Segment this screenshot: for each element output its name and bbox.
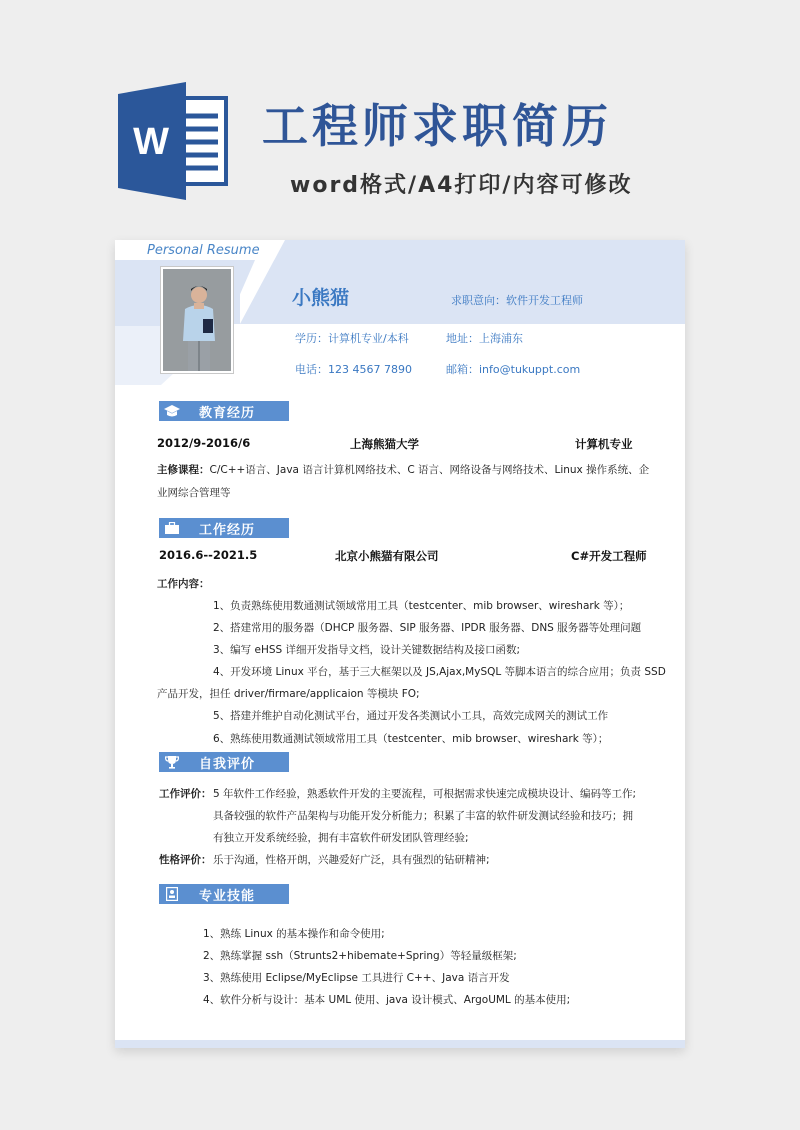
work-content-label: 工作内容： [157, 578, 210, 590]
work-item-6: 6、熟练使用数通测试领域常用工具（testcenter、mib browser、wireshark 等）； [213, 733, 609, 745]
job-intent: 求职意向：软件开发工程师 [451, 294, 583, 307]
skill-item-3: 3、熟练使用 Eclipse/MyEclipse 工具进行 C++、Java 语言开发 [203, 972, 510, 984]
skill-item-2: 2、熟练掌握 ssh（Strunts2+hibemate+Spring）等轻量级框架; [203, 950, 517, 962]
candidate-name: 小熊猫 [292, 287, 350, 309]
personal-resume-label: Personal Resume [147, 243, 260, 258]
banner-title: 工程师求职简历 [262, 99, 612, 153]
briefcase-icon [159, 518, 185, 538]
section-title-education: 教育经历 [199, 405, 256, 421]
work-item-2: 2、搭建常用的服务器（DHCP 服务器、SIP 服务器、IPDR 服务器、DNS 服务器等处理问题 [213, 622, 642, 634]
section-header-self-eval [159, 752, 289, 772]
education-major: 计算机专业 [575, 437, 633, 451]
word-logo-letter: W [133, 121, 169, 163]
work-eval-line-3: 有独立开发系统经验，拥有丰富软件研发团队管理经验; [213, 832, 469, 844]
banner-subtitle: word格式/A4打印/内容可修改 [290, 173, 633, 198]
trophy-icon [159, 752, 185, 772]
education-degree: 学历：计算机专业/本科 [295, 332, 409, 345]
section-title-work: 工作经历 [199, 522, 256, 538]
work-period: 2016.6--2021.5 [159, 548, 258, 562]
personality-text: 乐于沟通，性格开朗，兴趣爱好广泛，具有强烈的钻研精神; [213, 854, 490, 866]
section-header-work [159, 518, 289, 538]
profile-photo [161, 267, 233, 373]
work-item-4-cont: 产品开发，担任 driver/firmare/applicaion 等模块 FO; [157, 688, 420, 700]
graduation-cap-icon [159, 401, 185, 421]
work-item-1: 1、负责熟练使用数通测试领域常用工具（testcenter、mib browser、wireshark 等）； [213, 600, 630, 612]
work-eval-label: 工作评价： [159, 788, 212, 800]
work-eval-line-2: 具备较强的软件产品架构与功能开发分析能力；积累了丰富的软件研发测试经验和技巧；拥 [213, 810, 633, 822]
sheet-bottom-band [115, 1040, 685, 1048]
work-item-4: 4、开发环境 Linux 平台，基于三大框架以及 JS,Ajax,MySQL 等脚本语言的综合应用；负责 SSD [213, 666, 666, 678]
work-eval-line-1: 5 年软件工作经验，熟悉软件开发的主要流程，可根据需求快速完成模块设计、编码等工作; [213, 788, 637, 800]
courses-line-1: 主修课程：C/C++语言、Java 语言计算机网络技术、C 语言、网络设备与网络技术、Linux 操作系统、企 [157, 464, 650, 476]
personality-label: 性格评价： [159, 854, 212, 866]
email: 邮箱：info@tukuppt.com [446, 363, 581, 376]
word-logo-icon [118, 82, 230, 200]
courses-line-2: 业网综合管理等 [157, 487, 231, 499]
address: 地址：上海浦东 [446, 332, 523, 345]
section-header-skills [159, 884, 289, 904]
work-item-5: 5、搭建并维护自动化测试平台，通过开发各类测试小工具，高效完成网关的测试工作 [213, 710, 609, 722]
education-school: 上海熊猫大学 [350, 437, 419, 451]
work-position: C#开发工程师 [571, 549, 647, 563]
education-period: 2012/9-2016/6 [157, 436, 251, 450]
skill-item-1: 1、熟练 Linux 的基本操作和命令使用; [203, 928, 385, 940]
section-title-self-eval: 自我评价 [199, 756, 256, 772]
resume-sheet [115, 240, 685, 1048]
phone: 电话：123 4567 7890 [295, 363, 412, 376]
work-item-3: 3、编写 eHSS 详细开发指导文档，设计关键数据结构及接口函数; [213, 644, 521, 656]
skill-item-4: 4、软件分析与设计：基本 UML 使用、java 设计模式、ArgoUML 的基本使用; [203, 994, 571, 1006]
section-header-education [159, 401, 289, 421]
id-card-icon [159, 884, 185, 904]
section-title-skills: 专业技能 [199, 888, 256, 904]
work-company: 北京小熊猫有限公司 [335, 549, 439, 563]
